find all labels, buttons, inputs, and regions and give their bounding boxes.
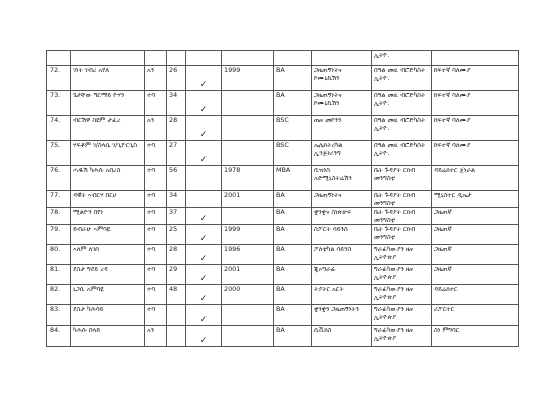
org-cell: ኢትዮ.	[372, 51, 432, 66]
field-of-study-cell: ስፖርት ሳይንስ	[312, 225, 372, 245]
row-number-cell: 83.	[47, 305, 71, 326]
position-cell: ከፍተኛ ባለሙያ	[432, 116, 519, 141]
year-cell	[222, 305, 274, 326]
field-of-study-cell: ጋዜጠኝነትና	[312, 191, 372, 208]
degree-cell: BSC	[274, 141, 312, 166]
name-cell: ካሕሱ በላይ	[71, 326, 145, 347]
position-cell: ከፍተኛ ባለሙያ	[432, 66, 519, 91]
name-cell: ደስታ ግደይ ረዳ	[71, 265, 145, 285]
year-cell	[222, 116, 274, 141]
organization-cell: ግራፊካውያን ዜና ኢትዮጵያ	[372, 245, 432, 265]
degree-cell: BA	[274, 265, 312, 285]
name-cell: ኒጋሲ አምባዬ	[71, 285, 145, 305]
organization-cell: ቤት ጉዳያት ርክብ መንግስቲ	[372, 225, 432, 245]
age-cell	[167, 326, 186, 347]
degree-cell: BA	[274, 91, 312, 116]
sex-cell: ተባ	[145, 285, 167, 305]
name-cell: ጌታቸው ግርማይ ዮሃን	[71, 91, 145, 116]
degree-cell: BA	[274, 326, 312, 347]
table-row	[47, 141, 519, 166]
field-of-study-cell: ቋንቋና ስነጽሁፍ	[312, 208, 372, 225]
position-cell: ጋዜጠኛ	[432, 265, 519, 285]
check-mark-cell: ✓	[186, 208, 222, 225]
field-of-study-cell: ፖለቲካል ሳይንስ	[312, 245, 372, 265]
table-row	[47, 225, 519, 245]
age-cell: 26	[167, 66, 186, 91]
sex-cell: አን	[145, 326, 167, 347]
check-mark-cell: ✓	[186, 326, 222, 347]
degree-cell: MBA	[274, 166, 312, 191]
sex-cell: ተባ	[145, 225, 167, 245]
degree-cell: BA	[274, 66, 312, 91]
table-row	[47, 91, 519, 116]
position-cell: ከፍተኛ ባለሙያ	[432, 141, 519, 166]
check-mark-cell	[186, 191, 222, 208]
year-cell: 2000	[222, 285, 274, 305]
field-of-study-cell: ጋዜጠኝነትና ኮሙኒኬሽን	[312, 66, 372, 91]
year-cell: 1996	[222, 245, 274, 265]
position-cell: ጋዜጠኛ	[432, 225, 519, 245]
name-cell: ሚልዮን በየነ	[71, 208, 145, 225]
position-cell: ሪፖርተር	[432, 305, 519, 326]
organization-cell: በዓል መዚ ብሮድካስት ኢትዮ.	[372, 91, 432, 116]
check-mark-cell: ✓	[186, 91, 222, 116]
table-row	[47, 265, 519, 285]
year-cell: 1978	[222, 166, 274, 191]
degree-cell: BA	[274, 245, 312, 265]
name-cell: ሓዱሽ ካሕሱ አበረስ	[71, 166, 145, 191]
row-number-cell: 79.	[47, 225, 71, 245]
age-cell: 48	[167, 285, 186, 305]
sex-cell: ተባ	[145, 208, 167, 225]
position-cell: ዳይሬክተር	[432, 285, 519, 305]
sex-cell: ተባ	[145, 141, 167, 166]
organization-cell: ቤት ጉዳያት ርክብ መንግስቲ	[372, 208, 432, 225]
row-number-cell: 80.	[47, 245, 71, 265]
check-mark-cell: ✓	[186, 225, 222, 245]
age-cell: 25	[167, 225, 186, 245]
sex-cell: አን	[145, 66, 167, 91]
sex-cell: ተባ	[145, 305, 167, 326]
row-number-cell: 77.	[47, 191, 71, 208]
field-of-study-cell: ጋዜጠኝነትና ኮሙኒኬሽን	[312, 91, 372, 116]
organization-cell: ግራፊካውያን ዜና ኢትዮጵያ	[372, 305, 432, 326]
check-mark-cell: ✓	[186, 66, 222, 91]
degree-cell: BA	[274, 285, 312, 305]
table-row	[47, 166, 519, 191]
field-of-study-cell: ጤና መኮንን	[312, 116, 372, 141]
position-cell: ዳይሬክተር ጀነራል	[432, 166, 519, 191]
position-cell: ጋዜጠኛ	[432, 208, 519, 225]
field-of-study-cell: ሲቪክስ	[312, 326, 372, 347]
table-row	[47, 191, 519, 208]
row-number-cell: 81.	[47, 265, 71, 285]
age-cell: 28	[167, 116, 186, 141]
name-cell: ደስታ ካሕሳይ	[71, 305, 145, 326]
organization-cell: ግራፊካውያን ዜና ኢትዮጵያ	[372, 326, 432, 347]
organization-cell: በዓል መዚ ብሮድካስት ኢትዮ.	[372, 141, 432, 166]
year-cell	[222, 208, 274, 225]
field-of-study-cell: ኤሌክትሪካል ኢንጅነሪንግ	[312, 141, 372, 166]
organization-cell: በዓል መዚ ብሮድካስት ኢትዮ.	[372, 66, 432, 91]
position-cell: ስነ ምግባር	[432, 326, 519, 347]
name-cell: ዳዊት ኣብርሃ በርሀ	[71, 191, 145, 208]
row-number-cell: 84.	[47, 326, 71, 347]
organization-cell: ቤት ጉዳያት ርክብ መንግስቲ	[372, 166, 432, 191]
row-number-cell: 74.	[47, 116, 71, 141]
check-mark-cell: ✓	[186, 116, 222, 141]
degree-cell: BSC	[274, 116, 312, 141]
table-row	[47, 116, 519, 141]
age-cell	[167, 305, 186, 326]
sex-cell: ተባ	[145, 91, 167, 116]
sex-cell: ተባ	[145, 245, 167, 265]
row-number-cell: 82.	[47, 285, 71, 305]
age-cell: 27	[167, 141, 186, 166]
position-cell: ጋዜጠኛ	[432, 245, 519, 265]
sex-cell: ተባ	[145, 166, 167, 191]
organization-cell: ቤት ጉዳያት ርክብ መንግስቲ	[372, 191, 432, 208]
table-row	[47, 66, 519, 91]
age-cell: 34	[167, 91, 186, 116]
year-cell: 2001	[222, 265, 274, 285]
age-cell: 56	[167, 166, 186, 191]
check-mark-cell	[186, 166, 222, 191]
name-cell: ገነት ገብረ አየለ	[71, 66, 145, 91]
staff-table	[46, 50, 519, 347]
check-mark-cell: ✓	[186, 245, 222, 265]
organization-cell: ግራፊካውያን ዜና ኢትዮጵያ	[372, 265, 432, 285]
name-cell: ሃፍቶም ገ/ስላሴ ገ/ጊዮርጊስ	[71, 141, 145, 166]
check-mark-cell: ✓	[186, 285, 222, 305]
row-number-cell: 73.	[47, 91, 71, 116]
table-row	[47, 245, 519, 265]
year-cell: 2001	[222, 191, 274, 208]
table-row-continued	[47, 51, 519, 66]
year-cell: 1999	[222, 66, 274, 91]
organization-cell: ግራፊካውያን ዜና ኢትዮጵያ	[372, 285, 432, 305]
field-of-study-cell: ትያትር አርት	[312, 285, 372, 305]
year-cell	[222, 141, 274, 166]
check-mark-cell: ✓	[186, 265, 222, 285]
age-cell: 37	[167, 208, 186, 225]
age-cell: 28	[167, 245, 186, 265]
row-number-cell: 76.	[47, 166, 71, 191]
table-row	[47, 305, 519, 326]
year-cell	[222, 326, 274, 347]
row-number-cell: 72.	[47, 66, 71, 91]
name-cell: ብርሽዋ ስዩም ታፈረ	[71, 116, 145, 141]
field-of-study-cell: ጂኦግራፊ	[312, 265, 372, 285]
age-cell: 29	[167, 265, 186, 285]
check-mark-cell: ✓	[186, 141, 222, 166]
field-of-study-cell: ቢዝነስ አድሚኒስትሬሽን	[312, 166, 372, 191]
sex-cell: አን	[145, 116, 167, 141]
age-cell: 34	[167, 191, 186, 208]
check-mark-cell: ✓	[186, 305, 222, 326]
organization-cell: በዓል መዚ ብሮድካስት ኢትዮ.	[372, 116, 432, 141]
sex-cell: ተባ	[145, 191, 167, 208]
name-cell: ይብራሁ ኣምባዬ	[71, 225, 145, 245]
row-number-cell: 75.	[47, 141, 71, 166]
degree-cell: BA	[274, 305, 312, 326]
name-cell: ኣለም ለገሰ	[71, 245, 145, 265]
sex-cell: ተባ	[145, 265, 167, 285]
degree-cell: BA	[274, 225, 312, 245]
table-row	[47, 285, 519, 305]
table-row	[47, 326, 519, 347]
position-cell: ሚኒስተር ዲኤታ	[432, 191, 519, 208]
year-cell	[222, 91, 274, 116]
degree-cell: BA	[274, 191, 312, 208]
row-number-cell: 78.	[47, 208, 71, 225]
degree-cell: BA	[274, 208, 312, 225]
field-of-study-cell: ቋንቋን ጋዜጠኝነትን	[312, 305, 372, 326]
year-cell: 1999	[222, 225, 274, 245]
position-cell: ከፍተኛ ባለሙያ	[432, 91, 519, 116]
table-row	[47, 208, 519, 225]
